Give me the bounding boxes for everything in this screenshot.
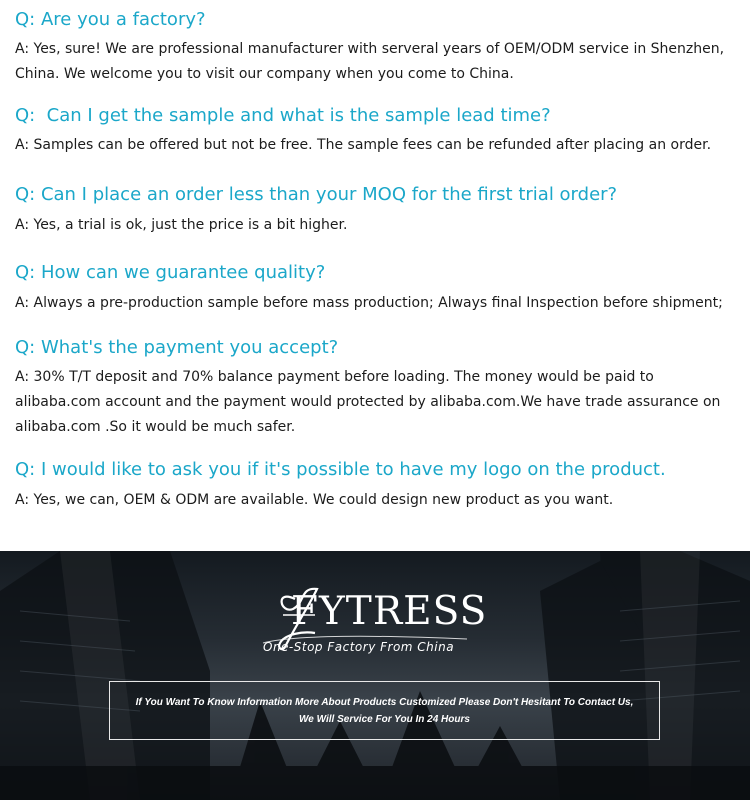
contact-notice-line-2: We Will Service For You In 24 Hours [299, 714, 470, 725]
faq-question-payment: Q: What's the payment you accept? [15, 337, 339, 358]
faq-question-sample: Q: Can I get the sample and what is the sample lead time? [15, 105, 551, 126]
faq-answer-sample: A: Samples can be offered but not be free. The sample fees can be refunded after placing an order. [15, 137, 712, 153]
contact-notice-line-1: If You Want To Know Information More About Products Customized Please Don't Hesitant To Contact Us, [135, 697, 634, 708]
faq-answer-moq: A: Yes, a trial is ok, just the price is a bit higher. [15, 217, 348, 233]
faq-answer-quality: A: Always a pre-production sample before mass production; Always final Inspection before shipment; [15, 295, 723, 311]
contact-notice-box [109, 681, 660, 740]
faq-answer-factory: A: Yes, sure! We are professional manufacturer with serveral years of OEM/ODM service in Shenzhen, China. We welcome you to visit our company when you come to China. [15, 41, 729, 82]
faq-answer-payment: A: 30% T/T deposit and 70% balance payment before loading. The money would be paid to alibaba.com account and the payment would protected by alibaba.com.We have trade assurance on alibaba.com .So it would be much safer. [15, 369, 721, 435]
faq-question-logo: Q: I would like to ask you if it's possible to have my logo on the product. [15, 459, 666, 480]
faq-answer-logo: A: Yes, we can, OEM & ODM are available. We could design new product as you want. [15, 492, 614, 508]
faq-question-moq: Q: Can I place an order less than your MOQ for the first trial order? [15, 184, 618, 205]
faq-question-factory: Q: Are you a factory? [15, 9, 206, 30]
brand-tagline: One-Stop Factory From China [263, 640, 455, 654]
brand-name: FYTRESS [291, 589, 488, 634]
footer-banner [0, 551, 750, 800]
faq-question-quality: Q: How can we guarantee quality? [15, 262, 326, 283]
